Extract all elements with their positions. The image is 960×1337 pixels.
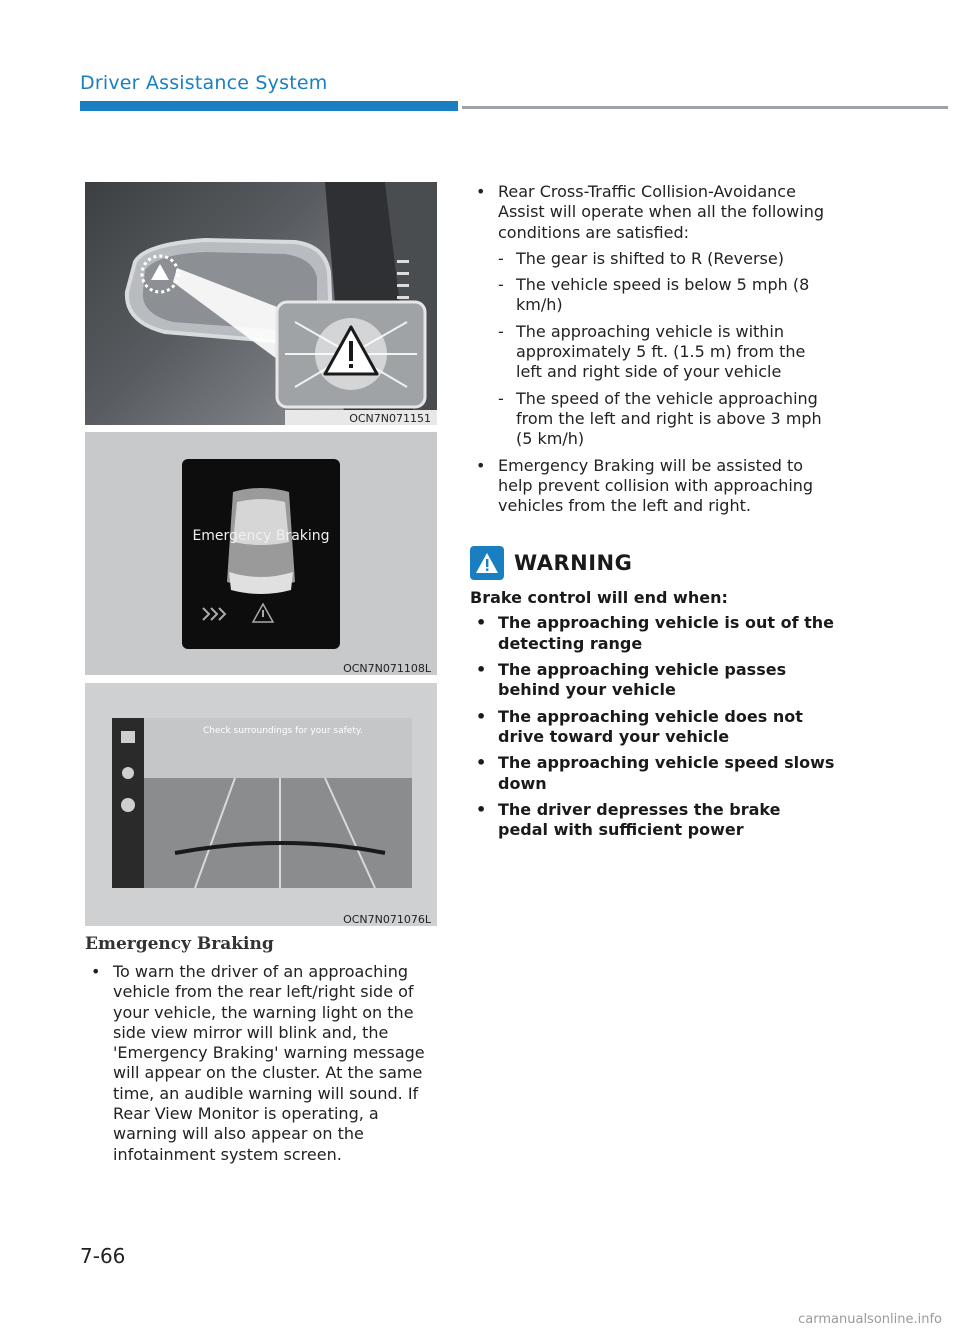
section-title: Driver Assistance System [80,72,328,94]
list-item: • Emergency Braking will be assisted to help prevent collision with approaching vehicles from the left and right. [476,455,814,516]
header-rule [462,106,948,109]
sub-list-item: - The speed of the vehicle approaching from the left and right is above 3 mph (5 km/h) [498,388,822,449]
warning-icon [470,546,504,580]
bullet-icon: • [476,660,487,680]
watermark: carmanualsonline.info [798,1312,942,1327]
list-item: • Rear Cross-Traffic Collision-Avoidance Assist will operate when all the following conditions are satisfied: [476,182,824,242]
bullet-icon: • [476,182,486,201]
warning-item: • The approaching vehicle does not drive toward your vehicle [476,706,803,746]
warning-item: • The approaching vehicle is out of the detecting range [476,613,835,653]
figure-code: OCN7N071076L [343,913,431,926]
warning-item: • The approaching vehicle speed slows down [476,753,835,793]
right-text-column [470,182,835,846]
warning-lead: Brake control will end when: [470,588,728,608]
warning-item: • The driver depresses the brake pedal with sufficient power [476,799,781,840]
bullet-icon: • [91,962,101,981]
cluster-message-text: Emergency Braking [192,528,330,544]
warning-item: • The approaching vehicle passes behind your vehicle [476,660,787,700]
figure-code: OCN7N071151 [349,412,431,425]
section-heading: Emergency Braking [85,934,274,954]
bullet-icon: • [476,613,487,633]
mirror-warning-figure [85,182,437,425]
cluster-message-figure [85,432,437,675]
bullet-icon: • [476,753,487,773]
left-text-column [85,934,437,1165]
sub-list-item: - The gear is shifted to R (Reverse) [498,248,784,268]
bullet-icon: • [476,706,487,726]
warning-title: WARNING [514,551,633,576]
sub-list-item: - The vehicle speed is below 5 mph (8 km/h) [498,275,810,315]
figure-code: OCN7N071108L [343,662,431,675]
page-number: 7-66 [80,1244,126,1268]
bullet-icon: • [476,799,487,819]
monitor-message-text: Check surroundings for your safety. [203,726,363,736]
bullet-icon: • [476,455,486,475]
rear-view-monitor-figure [85,683,437,926]
sub-list-item: - The approaching vehicle is within approximately 5 ft. (1.5 m) from the left and right side of your vehicle [498,321,806,382]
warning-header [470,546,835,580]
header-rule-accent [80,101,458,111]
list-item: • To warn the driver of an approaching vehicle from the rear left/right side of your vehicle, the warning light on the side view mirror will blink and, the 'Emergency Braking' warning message will appear on the cluster. At the same time, an audible warning will sound. If Rear View Monitor is operating, a warning will also appear on the infotainment system screen. [91,962,425,1164]
